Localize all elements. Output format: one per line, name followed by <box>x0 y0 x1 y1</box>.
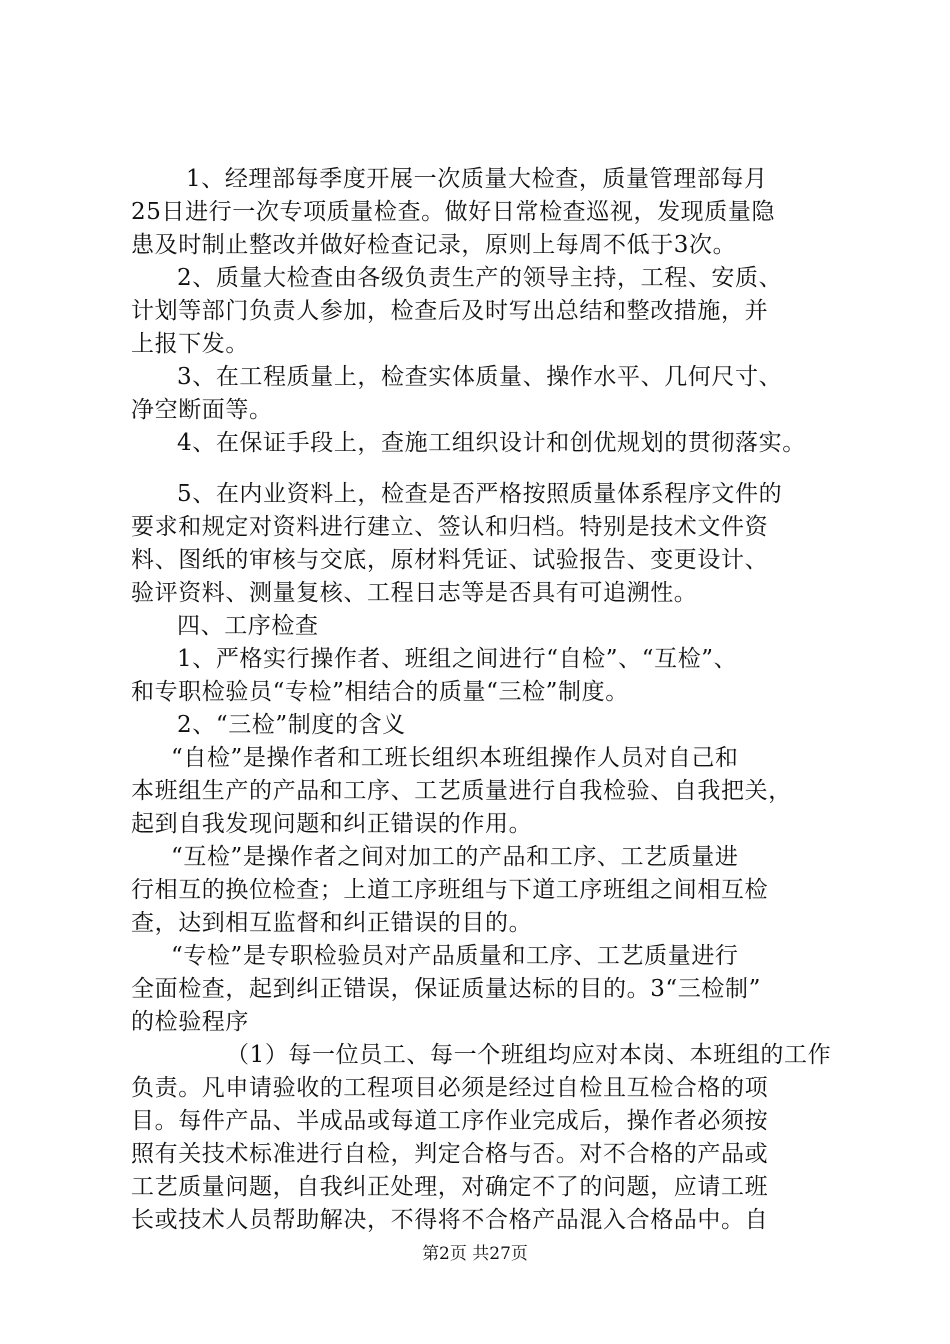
paragraph-line: 计划等部门负责人参加，检查后及时写出总结和整改措施，并 <box>131 298 769 324</box>
paragraph-line: 和专职检验员“专检”相结合的质量“三检”制度。 <box>131 679 629 705</box>
paragraph-line: 照有关技术标准进行自检，判定合格与否。对不合格的产品或 <box>131 1141 769 1167</box>
paragraph-line: 25日进行一次专项质量检查。做好日常检查巡视，发现质量隐 <box>131 199 776 225</box>
paragraph-line: 起到自我发现问题和纠正错误的作用。 <box>131 811 533 837</box>
paragraph-line: （1）每一位员工、每一个班组均应对本岗、本班组的工作 <box>226 1042 832 1068</box>
paragraph-line: 1、严格实行操作者、班组之间进行“自检”、“互检”、 <box>177 646 738 672</box>
paragraph-line: 查，达到相互监督和纠正错误的目的。 <box>131 910 533 936</box>
paragraph-line: 目。每件产品、半成品或每道工序作业完成后，操作者必须按 <box>131 1108 769 1134</box>
paragraph-line: 1、经理部每季度开展一次质量大检查，质量管理部每月 <box>186 166 768 192</box>
section-heading: 四、工序检查 <box>177 613 319 639</box>
paragraph-line: “专检”是专职检验员对产品质量和工序、工艺质量进行 <box>171 943 739 969</box>
paragraph-line: “互检”是操作者之间对加工的产品和工序、工艺质量进 <box>171 844 739 870</box>
paragraph-line: 验评资料、测量复核、工程日志等是否具有可追溯性。 <box>131 580 698 606</box>
paragraph-line: “自检”是操作者和工班长组织本班组操作人员对自己和 <box>171 745 739 771</box>
paragraph-line: 长或技术人员帮助解决，不得将不合格产品混入合格品中。自 <box>131 1207 769 1233</box>
paragraph-gap <box>131 460 841 478</box>
paragraph-line: 2、质量大检查由各级负责生产的领导主持，工程、安质、 <box>177 265 783 291</box>
paragraph-line: 上报下发。 <box>131 331 249 357</box>
paragraph-line: 全面检查，起到纠正错误，保证质量达标的目的。3“三检制” <box>131 976 761 1002</box>
paragraph-line: 负责。凡申请验收的工程项目必须是经过自检且互检合格的项 <box>131 1075 769 1101</box>
paragraph-line: 本班组生产的产品和工序、工艺质量进行自我检验、自我把关， <box>131 778 792 804</box>
paragraph-line: 净空断面等。 <box>131 397 273 423</box>
paragraph-line: 3、在工程质量上，检查实体质量、操作水平、几何尺寸、 <box>177 364 783 390</box>
page-footer: 第2页 共27页 <box>422 1244 528 1264</box>
document-body <box>131 163 841 1237</box>
paragraph-line: 2、“三检”制度的含义 <box>177 712 406 738</box>
paragraph-line: 工艺质量问题，自我纠正处理，对确定不了的问题，应请工班 <box>131 1174 769 1200</box>
paragraph-line: 行相互的换位检查；上道工序班组与下道工序班组之间相互检 <box>131 877 769 903</box>
paragraph-line: 料、图纸的审核与交底，原材料凭证、试验报告、变更设计、 <box>131 547 769 573</box>
paragraph-line: 5、在内业资料上，检查是否严格按照质量体系程序文件的 <box>177 481 783 507</box>
paragraph-line: 要求和规定对资料进行建立、签认和归档。特别是技术文件资 <box>131 514 769 540</box>
paragraph-line: 患及时制止整改并做好检查记录，原则上每周不低于3次。 <box>131 232 737 258</box>
paragraph-line: 的检验程序 <box>131 1009 249 1035</box>
paragraph-line: 4、在保证手段上，查施工组织设计和创优规划的贯彻落实。 <box>177 430 806 456</box>
